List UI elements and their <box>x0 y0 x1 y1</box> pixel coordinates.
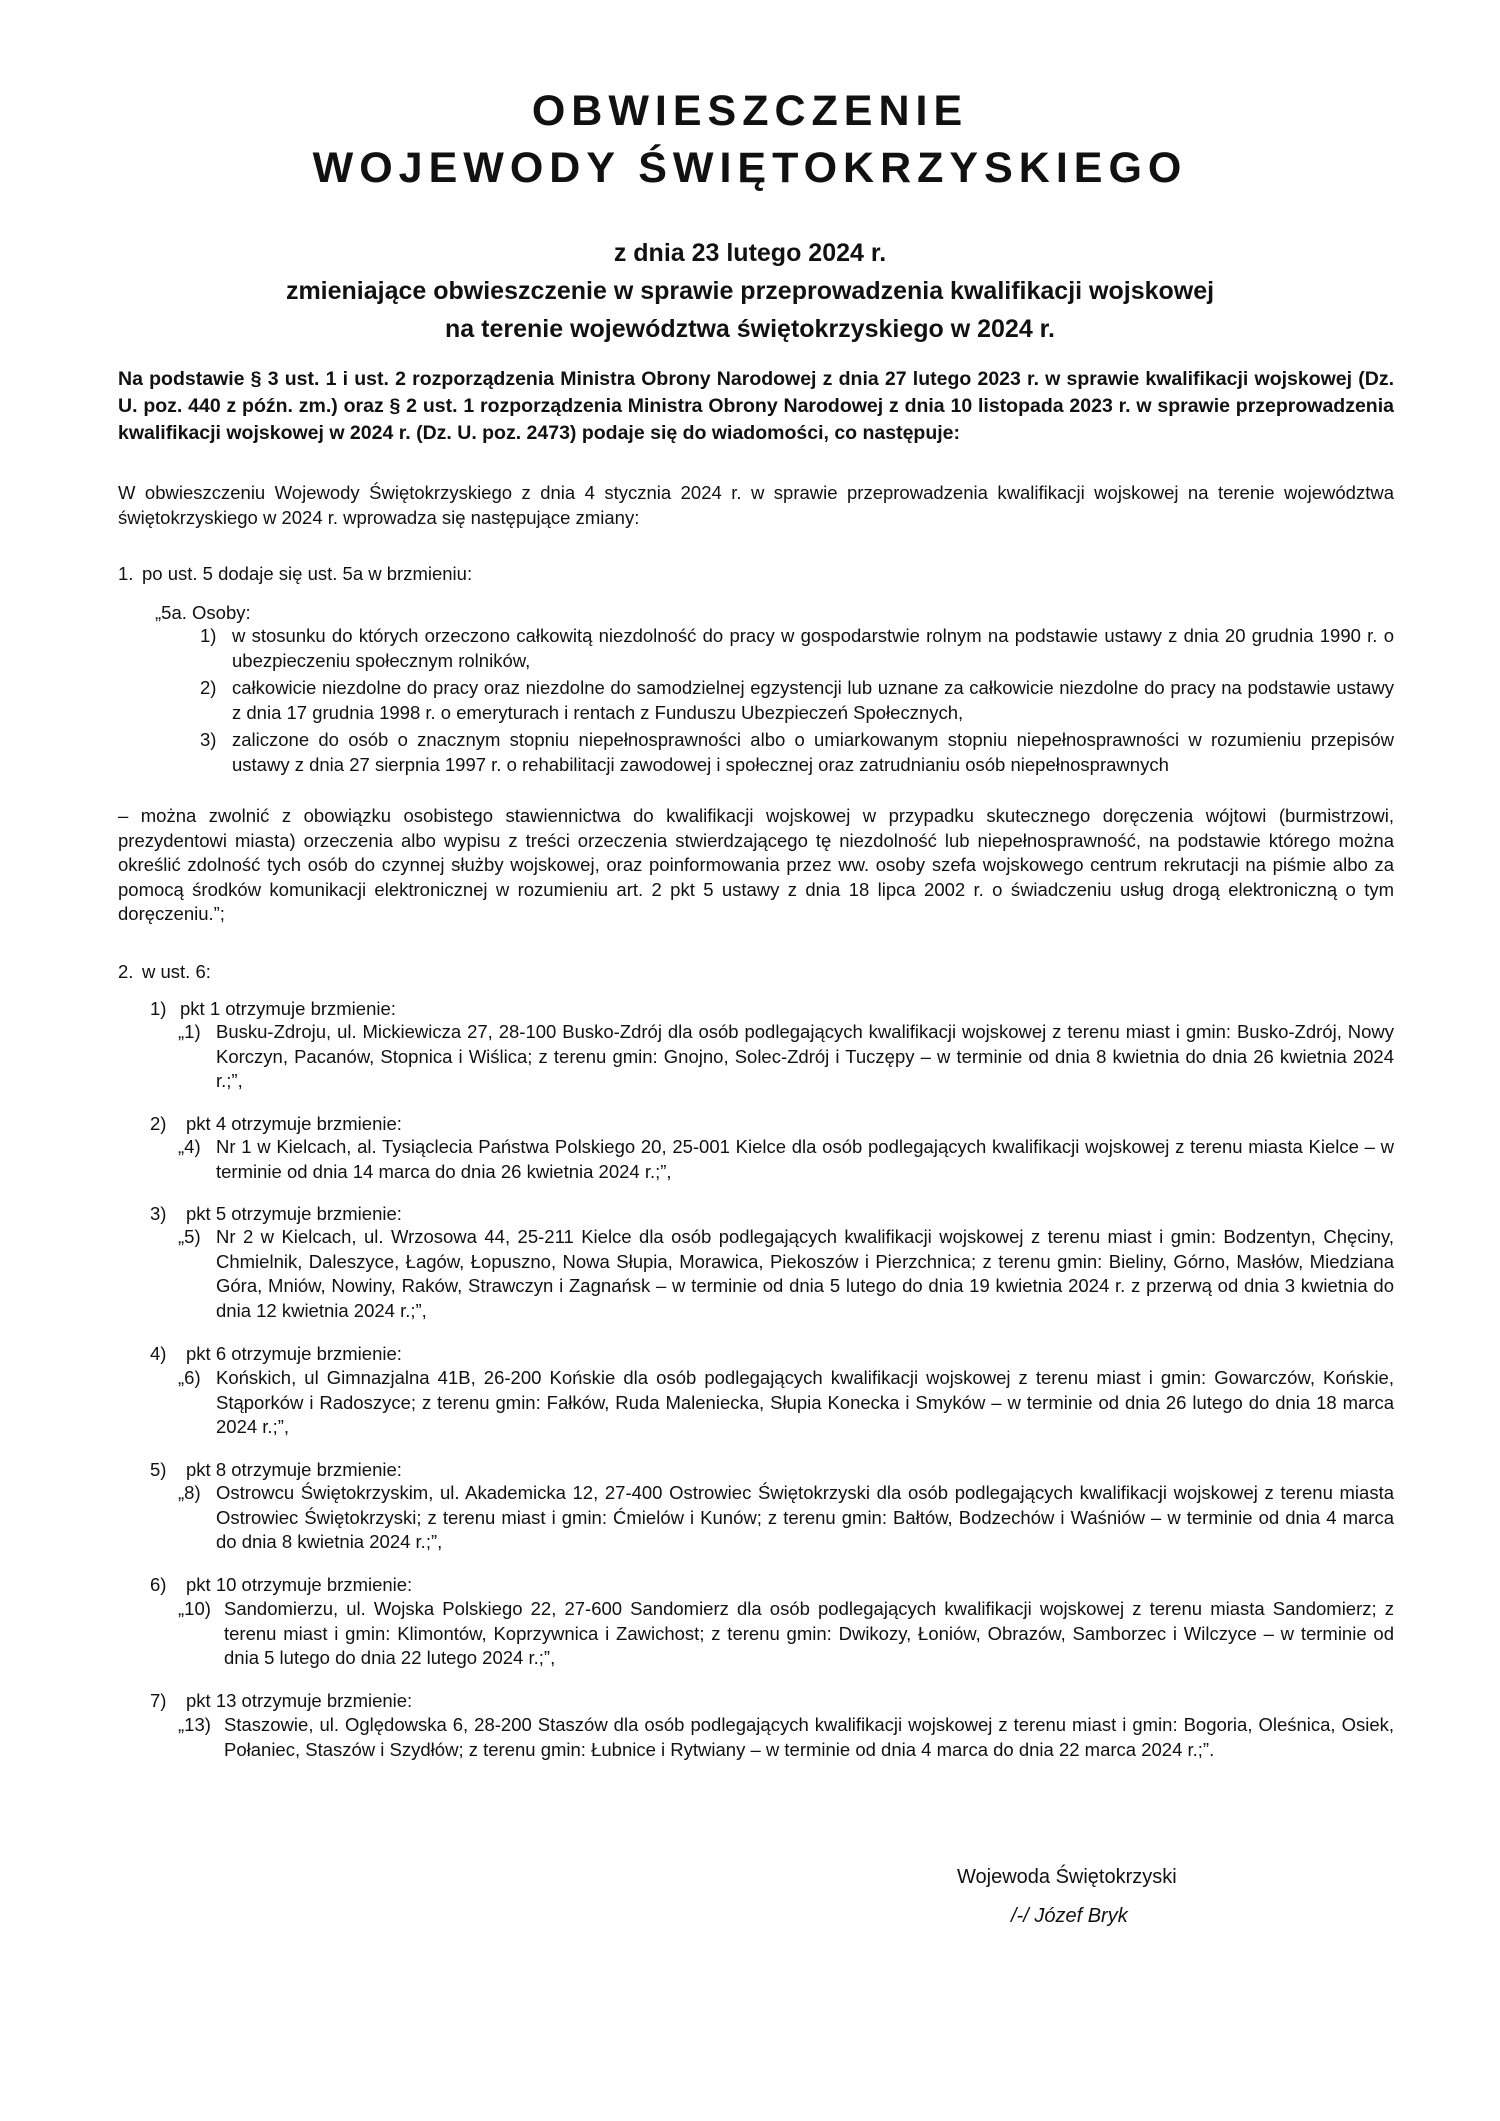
point-heading: pkt 13 otrzymuje brzmienie: <box>186 1690 413 1711</box>
change-1-heading: po ust. 5 dodaje się ust. 5a w brzmieniu: <box>142 563 473 584</box>
point-text: Ostrowcu Świętokrzyskim, ul. Akademicka 12, 27-400 Ostrowiec Świętokrzyski dla osób podlegających kwalifikacji wojskowej z terenu miasta Ostrowiec Świętokrzyski; z terenu miast i gmin: Ćmielów i Kunów; z terenu gmin: Bałtów, Bodzechów i Waśniów – w terminie od dnia 4 marca do dnia 8 kwietnia 2024 r.;”, <box>216 1482 1394 1552</box>
point-text: Końskich, ul Gimnazjalna 41B, 26-200 Końskie dla osób podlegających kwalifikacji wojskowej z terenu miast i gmin: Gowarczów, Końskie, Stąporków i Radoszyce; z terenu gmin: Fałków, Ruda Maleniecka, Słupia Konecka i Smyków – w terminie od dnia 26 lutego do dnia 18 marca 2024 r.;”, <box>216 1367 1394 1437</box>
quote-number: „13) <box>178 1714 211 1735</box>
subject-line-1: zmieniające obwieszczenie w sprawie przeprowadzenia kwalifikacji wojskowej <box>285 277 1215 305</box>
point-number: 2) <box>150 1113 167 1134</box>
point-heading: pkt 4 otrzymuje brzmienie: <box>186 1113 402 1134</box>
point-heading: pkt 5 otrzymuje brzmienie: <box>186 1203 402 1224</box>
quote-5a-heading: „5a. Osoby: <box>155 602 251 623</box>
closing-paragraph: – można zwolnić z obowiązku osobistego stawiennictwa do kwalifikacji wojskowej w przypadku skutecznego doręczenia wójtowi (burmistrzowi, prezydentowi miasta) orzeczenia albo wypisu z treści orzeczenia stwierdzającego tę niezdolność lub niepełnosprawność, na podstawie którego można określić zdolność tych osób do czynnej służby wojskowej, oraz poinformowania przez ww. osoby szefa wojskowego centrum rekrutacji na piśmie albo za pomocą środków komunikacji elektronicznej w rozumieniu art. 2 pkt 5 ustawy z dnia 18 lipca 2002 r. o świadczeniu usług drogą elektroniczną o tym doręczeniu.”; <box>118 805 1394 924</box>
signatory-name: /-/ Józef Bryk <box>1011 1905 1128 1927</box>
item-number: 1) <box>200 625 217 646</box>
item-number: 3) <box>200 729 217 750</box>
signatory-office: Wojewoda Świętokrzyski <box>957 1866 1177 1888</box>
quote-number: „5) <box>178 1226 201 1247</box>
point-text: Sandomierzu, ul. Wojska Polskiego 22, 27-600 Sandomierz dla osób podlegających kwalifikacji wojskowej z terenu miasta Sandomierz; z terenu miast i gmin: Klimontów, Koprzywnica i Zawichost; z terenu gmin: Dwikozy, Łoniów, Obrazów, Samborzec i Wilczyce – w terminie od dnia 5 lutego do dnia 22 lutego 2024 r.;”, <box>224 1598 1394 1668</box>
quote-number: „10) <box>178 1598 211 1619</box>
quote-number: „6) <box>178 1367 201 1388</box>
point-number: 1) <box>150 998 167 1019</box>
point-number: 4) <box>150 1343 167 1364</box>
intro-paragraph: W obwieszczeniu Wojewody Świętokrzyskiego z dnia 4 stycznia 2024 r. w sprawie przeprowadzenia kwalifikacji wojskowej na terenie województwa świętokrzyskiego w 2024 r. wprowadza się następujące zmiany: <box>118 482 1394 528</box>
document-date: z dnia 23 lutego 2024 r. <box>613 239 887 267</box>
point-text: Nr 1 w Kielcach, al. Tysiąclecia Państwa Polskiego 20, 25-001 Kielce dla osób podlegających kwalifikacji wojskowej z terenu miasta Kielce – w terminie od dnia 14 marca do dnia 26 kwietnia 2024 r.;”, <box>216 1136 1394 1182</box>
point-number: 6) <box>150 1574 167 1595</box>
change-2-heading: w ust. 6: <box>142 961 211 982</box>
quote-number: „8) <box>178 1482 201 1503</box>
title-line-1: OBWIESZCZENIE <box>531 87 969 135</box>
change-2-number: 2. <box>118 961 134 982</box>
point-number: 7) <box>150 1690 167 1711</box>
point-heading: pkt 10 otrzymuje brzmienie: <box>186 1574 413 1595</box>
point-heading: pkt 6 otrzymuje brzmienie: <box>186 1343 402 1364</box>
point-text: Staszowie, ul. Oględowska 6, 28-200 Staszów dla osób podlegających kwalifikacji wojskowej z terenu miast i gmin: Bogoria, Oleśnica, Osiek, Połaniec, Staszów i Szydłów; z terenu gmin: Łubnice i Rytwiany – w terminie od dnia 4 marca do dnia 22 marca 2024 r.;”. <box>224 1714 1394 1760</box>
quote-number: „4) <box>178 1136 201 1157</box>
item-text: w stosunku do których orzeczono całkowitą niezdolność do pracy w gospodarstwie rolnym na podstawie ustawy z dnia 20 grudnia 1990 r. o ubezpieczeniu społecznym rolników, <box>232 625 1394 671</box>
quote-number: „1) <box>178 1021 201 1042</box>
point-number: 5) <box>150 1459 167 1480</box>
change-1-number: 1. <box>118 563 134 584</box>
title-line-2: WOJEWODY ŚWIĘTOKRZYSKIEGO <box>312 144 1188 192</box>
point-text: Busku-Zdroju, ul. Mickiewicza 27, 28-100 Busko-Zdrój dla osób podlegających kwalifikacji wojskowej z terenu miast i gmin: Busko-Zdrój, Nowy Korczyn, Pacanów, Stopnica i Wiślica; z terenu gmin: Gnojno, Solec-Zdrój i Tuczępy – w terminie od dnia 8 kwietnia do dnia 26 kwietnia 2024 r.;”, <box>216 1021 1394 1091</box>
item-text: zaliczone do osób o znacznym stopniu niepełnosprawności albo o umiarkowanym stopniu niepełnosprawności w rozumieniu przepisów ustawy z dnia 27 sierpnia 1997 r. o rehabilitacji zawodowej i społecznej oraz zatrudnianiu osób niepełnosprawnych <box>232 729 1394 775</box>
point-text: Nr 2 w Kielcach, ul. Wrzosowa 44, 25-211 Kielce dla osób podlegających kwalifikacji wojskowej z terenu miast i gmin: Bodzentyn, Chęciny, Chmielnik, Daleszyce, Łagów, Łopuszno, Nowa Słupia, Morawica, Piekoszów i Pierzchnica; z terenu gmin: Bieliny, Górno, Masłów, Miedziana Góra, Mniów, Nowiny, Raków, Strawczyn i Zagnańsk – w terminie od dnia 5 lutego do dnia 19 kwietnia 2024 r. z przerwą od dnia 3 kwietnia do dnia 12 kwietnia 2024 r.;”, <box>216 1226 1394 1321</box>
subject-line-2: na terenie województwa świętokrzyskiego w 2024 r. <box>445 315 1055 343</box>
point-heading: pkt 1 otrzymuje brzmienie: <box>180 998 396 1019</box>
point-heading: pkt 8 otrzymuje brzmienie: <box>186 1459 402 1480</box>
item-number: 2) <box>200 677 217 698</box>
point-number: 3) <box>150 1203 167 1224</box>
item-text: całkowicie niezdolne do pracy oraz niezdolne do samodzielnej egzystencji lub uznane za całkowicie niezdolne do pracy na podstawie ustawy z dnia 17 grudnia 1998 r. o emeryturach i rentach z Funduszu Ubezpieczeń Społecznych, <box>232 677 1394 723</box>
legal-basis: Na podstawie § 3 ust. 1 i ust. 2 rozporządzenia Ministra Obrony Narodowej z dnia 27 lutego 2023 r. w sprawie kwalifikacji wojskowej (Dz. U. poz. 440 z późn. zm.) oraz § 2 ust. 1 rozporządzenia Ministra Obrony Narodowej z dnia 10 listopada 2023 r. w sprawie przeprowadzenia kwalifikacji wojskowej w 2024 r. (Dz. U. poz. 2473) podaje się do wiadomości, co następuje: <box>118 368 1394 444</box>
